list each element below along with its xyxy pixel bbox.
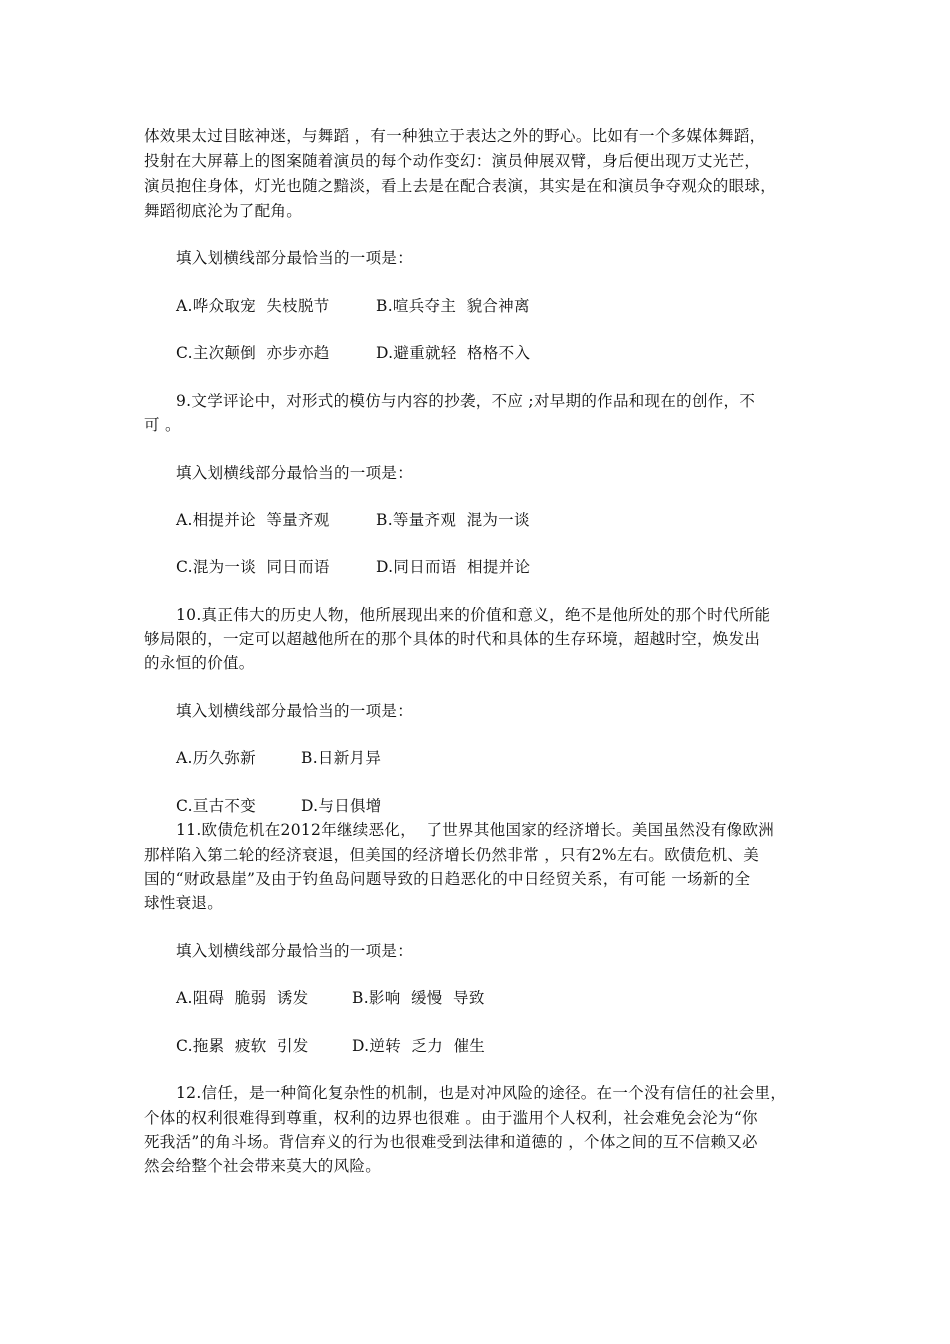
q8-text-line-3: 演员抱住身体，灯光也随之黯淡，看上去是在配合表演，其实是在和演员争夺观众的眼球， — [144, 177, 777, 195]
document-page — [144, 0, 810, 1344]
q11-prompt: 填入划横线部分最恰当的一项是： — [176, 942, 414, 960]
q10-text-line-2: 够局限的，一定可以超越他所在的那个具体的时代和具体的生存环境，超越时空，焕发出 — [144, 630, 761, 648]
q10-prompt: 填入划横线部分最恰当的一项是： — [176, 702, 414, 720]
q9-text-line-1: 9.文学评论中，对形式的模仿与内容的抄袭，不应 ;对早期的作品和现在的创作，不 — [176, 392, 756, 410]
q11-option-d: D.逆转 乏力 催生 — [352, 1037, 486, 1055]
q11-text-line-1: 11.欧债危机在2012年继续恶化， 了世界其他国家的经济增长。美国虽然没有像欧洲 — [176, 821, 775, 839]
q12-text-line-2: 个体的权利很难得到尊重，权利的边界也很难 。由于滥用个人权利，社会难免会沦为“你 — [144, 1109, 758, 1127]
q10-option-b: B.日新月异 — [301, 749, 382, 767]
q10-option-d: D.与日俱增 — [301, 797, 382, 815]
q10-text-line-1: 10.真正伟大的历史人物，他所展现出来的价值和意义，绝不是他所处的那个时代所能 — [176, 606, 771, 624]
q8-text-line-1: 体效果太过目眩神迷，与舞蹈 ，有一种独立于表达之外的野心。比如有一个多媒体舞蹈， — [144, 127, 766, 145]
q10-text-line-3: 的永恒的价值。 — [144, 654, 255, 672]
q9-option-b: B.等量齐观 混为一谈 — [376, 511, 530, 529]
q11-text-line-3: 国的“财政悬崖”及由于钓鱼岛问题导致的日趋恶化的中日经贸关系，有可能 一场新的全 — [144, 870, 751, 888]
q11-text-line-2: 那样陷入第二轮的经济衰退，但美国的经济增长仍然非常 ，只有2%左右。欧债危机、美 — [144, 846, 760, 864]
q12-text-line-1: 12.信任，是一种简化复杂性的机制，也是对冲风险的途径。在一个没有信任的社会里， — [176, 1084, 787, 1102]
q11-option-a: A.阻碍 脆弱 诱发 — [176, 989, 309, 1007]
q11-option-c: C.拖累 疲软 引发 — [176, 1037, 309, 1055]
q8-option-c: C.主次颠倒 亦步亦趋 — [176, 344, 330, 362]
q9-text-line-2: 可 。 — [144, 416, 181, 434]
q12-text-line-3: 死我活”的角斗场。背信弃义的行为也很难受到法律和道德的 ，个体之间的互不信赖又必 — [144, 1133, 758, 1151]
q9-option-d: D.同日而语 相提并论 — [376, 558, 531, 576]
q9-option-c: C.混为一谈 同日而语 — [176, 558, 330, 576]
q11-text-line-4: 球性衰退。 — [144, 894, 224, 912]
q8-prompt: 填入划横线部分最恰当的一项是： — [176, 249, 414, 267]
q8-option-a: A.哗众取宠 失枝脱节 — [176, 297, 330, 315]
q9-option-a: A.相提并论 等量齐观 — [176, 511, 330, 529]
q10-option-a: A.历久弥新 — [176, 749, 256, 767]
q8-text-line-2: 投射在大屏幕上的图案随着演员的每个动作变幻：演员伸展双臂，身后便出现万丈光芒， — [144, 152, 761, 170]
q9-prompt: 填入划横线部分最恰当的一项是： — [176, 464, 414, 482]
q12-text-line-4: 然会给整个社会带来莫大的风险。 — [144, 1157, 382, 1175]
q11-option-b: B.影响 缓慢 导致 — [352, 989, 485, 1007]
q8-option-b: B.喧兵夺主 貌合神离 — [376, 297, 530, 315]
q10-option-c: C.亘古不变 — [176, 797, 257, 815]
q8-option-d: D.避重就轻 格格不入 — [376, 344, 531, 362]
q8-text-line-4: 舞蹈彻底沦为了配角。 — [144, 202, 303, 220]
